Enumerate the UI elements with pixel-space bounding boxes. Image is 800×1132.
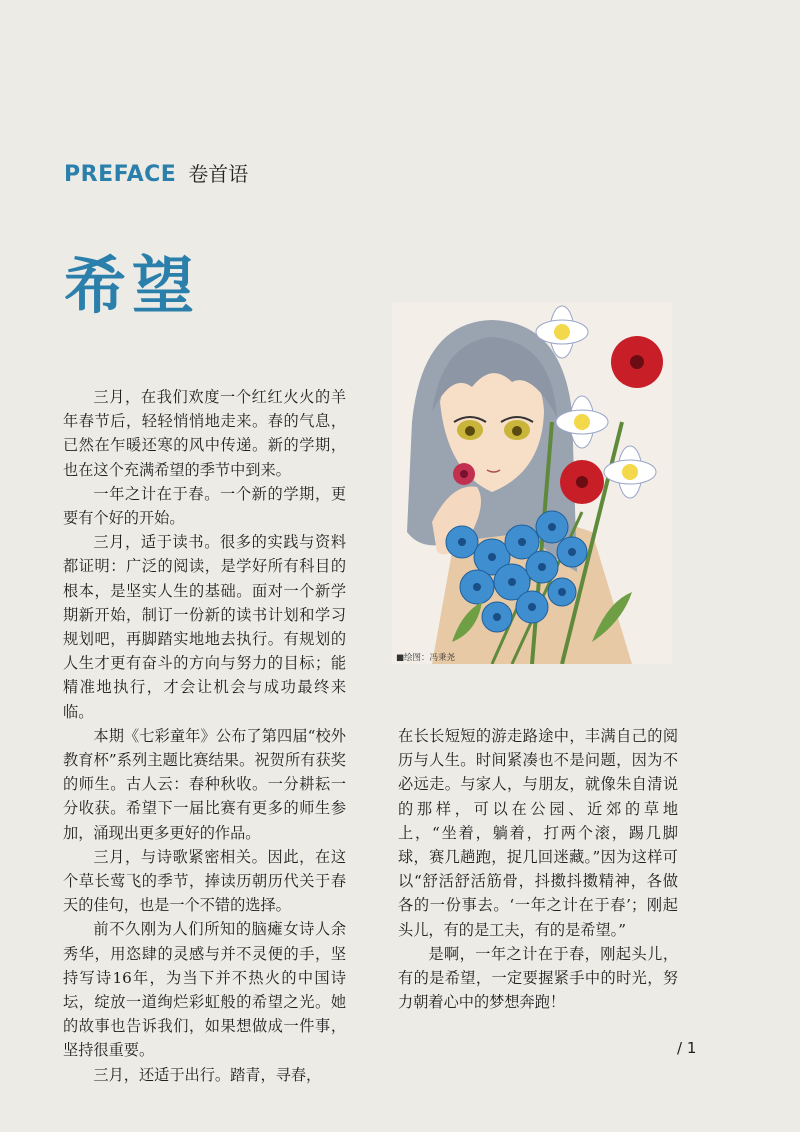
section-label: 卷首语	[188, 162, 249, 186]
paragraph: 本期《七彩童年》公布了第四届“校外教育杯”系列主题比赛结果。祝贺所有获奖的师生。古人云：春种秋收。一分耕耘一分收获。希望下一届比赛有更多的师生参加，涌现出更多更好的作品。	[63, 726, 346, 842]
page-number: / 1	[677, 1039, 697, 1057]
illustration-credit: ■绘图：冯秉尧	[396, 653, 456, 663]
section-header	[64, 158, 248, 187]
paragraph: 前不久刚为人们所知的脑瘫女诗人余秀华，用恣肆的灵感与并不灵便的手，坚持写诗16年，为当下并不热火的中国诗坛，绽放一道绚烂彩虹般的希望之光。她的故事也告诉我们，如果想做成一件事，坚持很重要。	[63, 920, 346, 1060]
right-column	[398, 724, 678, 1014]
paragraph: 三月，在我们欢度一个红红火火的羊年春节后，轻轻悄悄地走来。春的气息，已然在乍暖还寒的风中传递。新的学期，也在这个充满希望的季节中到来。	[63, 388, 346, 479]
preface-label: PREFACE	[64, 162, 177, 187]
paragraph: 三月，还适于出行。踏青，寻春，	[93, 1065, 322, 1084]
left-column	[63, 385, 346, 1087]
paragraph: 是啊，一年之计在于春，刚起头儿，有的是希望，一定要握紧手中的时光，努力朝着心中的梦想奔跑！	[398, 944, 678, 1012]
girl-with-flowers-illustration	[392, 302, 672, 664]
paragraph: 一年之计在于春。一个新的学期，更要有个好的开始。	[63, 484, 346, 528]
article-title: 希望	[64, 249, 201, 322]
paragraph: 三月，与诗歌紧密相关。因此，在这个草长莺飞的季节，捧读历朝历代关于春天的佳句，也是一个不错的选择。	[63, 847, 346, 915]
paragraph: 三月，适于读书。很多的实践与资料都证明：广泛的阅读，是学好所有科目的根本，是坚实人生的基础。面对一个新学期新开始，制订一份新的读书计划和学习规划吧，再脚踏实地地去执行。有规划的人生才更有奋斗的方向与努力的目标；能精准地执行，才会让机会与成功最终来临。	[63, 533, 346, 721]
paragraph: 在长长短短的游走路途中，丰满自己的阅历与人生。时间紧凑也不是问题，因为不必远走。与家人，与朋友，就像朱自清说的那样，可以在公园、近郊的草地上，“坐着，躺着，打两个滚，踢几脚球，赛几趟跑，捉几回迷藏。”因为这样可以“舒活舒活筋骨，抖擞抖擞精神，各做各的一份事去。‘一年之计在于春’；刚起头儿，有的是工夫，有的是希望。”	[398, 727, 678, 939]
